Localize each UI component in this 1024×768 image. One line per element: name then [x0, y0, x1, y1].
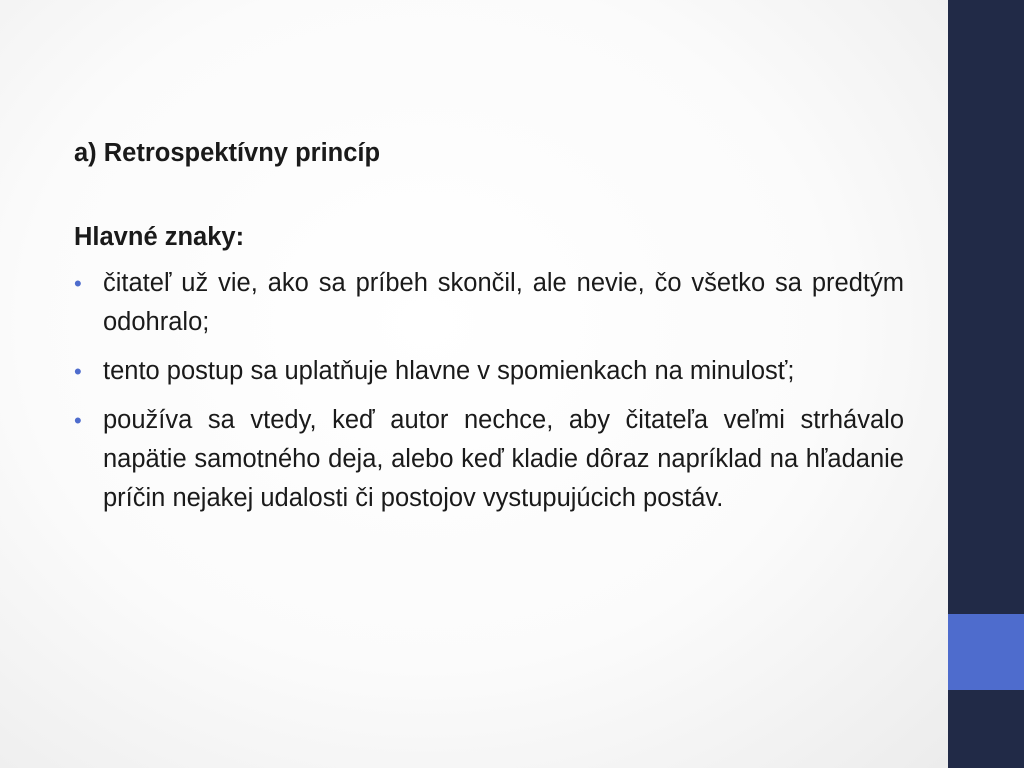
bullet-list [74, 264, 904, 518]
slide-subheading: Hlavné znaky: [74, 223, 245, 251]
side-accent-block [948, 614, 1024, 690]
bullet-icon: • [74, 408, 82, 433]
slide-heading: a) Retrospektívny princíp [74, 139, 381, 167]
bullet-text: používa sa vtedy, keď autor nechce, aby čitateľa veľmi strhávalo napätie samotného deja, alebo keď kladie dôraz napríklad na hľadanie príčin nejakej udalosti či postojov vystupujúcich postáv. [103, 406, 904, 512]
slide-content [74, 134, 904, 528]
bullet-icon: • [74, 359, 82, 384]
bullet-text: čitateľ už vie, ako sa príbeh skončil, ale nevie, čo všetko sa predtým odohralo; [103, 269, 904, 336]
bullet-item [74, 264, 904, 342]
bullet-item [74, 352, 904, 391]
bullet-icon: • [74, 271, 82, 296]
bullet-text: tento postup sa uplatňuje hlavne v spomienkach na minulosť; [103, 357, 795, 385]
bullet-item [74, 401, 904, 518]
